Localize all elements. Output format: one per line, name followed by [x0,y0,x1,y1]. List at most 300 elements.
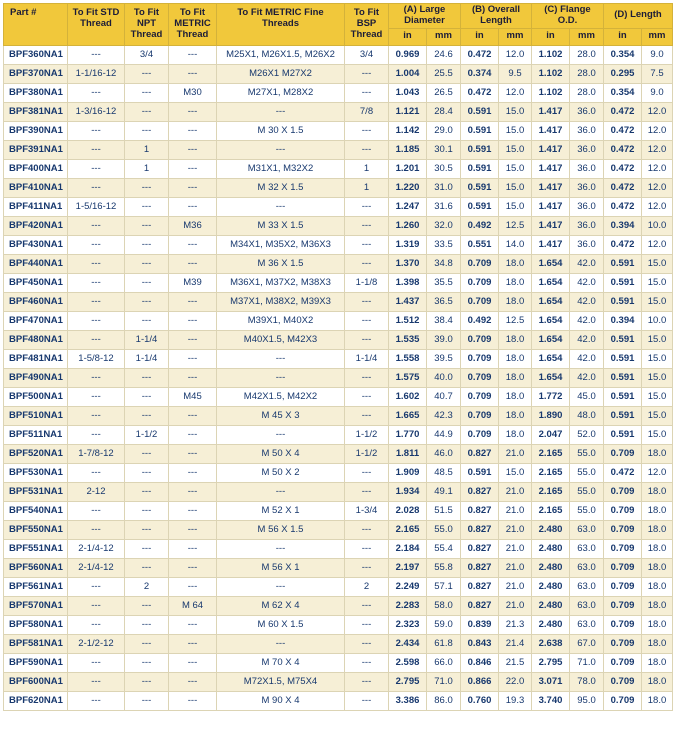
large-diameter-in: 2.197 [389,558,427,577]
overall-length-in: 0.709 [461,292,499,311]
bsp-thread: --- [345,292,389,311]
length-mm: 18.0 [642,672,673,691]
table-row [4,140,673,159]
overall-length-in: 0.827 [461,577,499,596]
flange-od-mm: 42.0 [570,292,604,311]
metric-fine-threads: --- [217,368,345,387]
length-mm: 15.0 [642,406,673,425]
length-mm: 15.0 [642,387,673,406]
overall-length-in: 0.709 [461,254,499,273]
bsp-thread: --- [345,197,389,216]
unit-in: in [604,28,642,45]
flange-od-mm: 71.0 [570,653,604,672]
large-diameter-mm: 25.5 [427,64,461,83]
overall-length-mm: 21.0 [499,482,532,501]
npt-thread: --- [125,178,169,197]
length-in: 0.472 [604,140,642,159]
length-mm: 10.0 [642,216,673,235]
bsp-thread: 1-1/4 [345,349,389,368]
npt-thread: --- [125,596,169,615]
large-diameter-in: 2.283 [389,596,427,615]
bsp-thread: --- [345,653,389,672]
header-length: (D) Length [604,4,673,29]
overall-length-in: 0.709 [461,273,499,292]
bsp-thread: --- [345,482,389,501]
std-thread: 1-5/16-12 [68,197,125,216]
overall-length-mm: 18.0 [499,368,532,387]
length-in: 0.394 [604,311,642,330]
length-in: 0.591 [604,349,642,368]
table-row [4,596,673,615]
large-diameter-in: 1.437 [389,292,427,311]
large-diameter-mm: 71.0 [427,672,461,691]
large-diameter-in: 1.004 [389,64,427,83]
bsp-thread: --- [345,463,389,482]
metric-thread: --- [169,406,217,425]
unit-mm: mm [427,28,461,45]
length-in: 0.472 [604,235,642,254]
table-row [4,311,673,330]
table-row [4,577,673,596]
flange-od-mm: 45.0 [570,387,604,406]
bsp-thread: --- [345,64,389,83]
unit-in: in [461,28,499,45]
metric-thread: --- [169,577,217,596]
metric-fine-threads: M40X1.5, M42X3 [217,330,345,349]
metric-fine-threads: M 90 X 4 [217,691,345,710]
length-mm: 15.0 [642,273,673,292]
length-mm: 12.0 [642,463,673,482]
metric-thread: --- [169,178,217,197]
metric-thread: --- [169,235,217,254]
length-mm: 15.0 [642,292,673,311]
overall-length-in: 0.472 [461,83,499,102]
length-mm: 9.0 [642,45,673,64]
large-diameter-in: 2.184 [389,539,427,558]
bsp-thread: 3/4 [345,45,389,64]
std-thread: --- [68,501,125,520]
table-row [4,482,673,501]
flange-od-in: 1.102 [532,83,570,102]
metric-fine-threads: M 50 X 4 [217,444,345,463]
length-in: 0.591 [604,273,642,292]
bsp-thread: --- [345,368,389,387]
npt-thread: --- [125,501,169,520]
overall-length-in: 0.827 [461,444,499,463]
overall-length-in: 0.591 [461,463,499,482]
overall-length-in: 0.709 [461,330,499,349]
std-thread: --- [68,368,125,387]
metric-thread: --- [169,64,217,83]
overall-length-mm: 15.0 [499,121,532,140]
table-row [4,539,673,558]
length-in: 0.354 [604,83,642,102]
flange-od-mm: 52.0 [570,425,604,444]
large-diameter-mm: 28.4 [427,102,461,121]
large-diameter-mm: 26.5 [427,83,461,102]
flange-od-in: 1.417 [532,159,570,178]
metric-fine-threads: --- [217,140,345,159]
unit-mm: mm [499,28,532,45]
bsp-thread: 7/8 [345,102,389,121]
large-diameter-in: 3.386 [389,691,427,710]
overall-length-in: 0.591 [461,140,499,159]
npt-thread: --- [125,83,169,102]
large-diameter-mm: 61.8 [427,634,461,653]
length-mm: 18.0 [642,615,673,634]
flange-od-in: 1.890 [532,406,570,425]
overall-length-mm: 12.5 [499,216,532,235]
npt-thread: --- [125,273,169,292]
large-diameter-mm: 39.0 [427,330,461,349]
flange-od-mm: 63.0 [570,596,604,615]
length-mm: 18.0 [642,558,673,577]
part-number: BPF550NA1 [4,520,68,539]
std-thread: 1-7/8-12 [68,444,125,463]
large-diameter-mm: 34.8 [427,254,461,273]
large-diameter-mm: 55.4 [427,539,461,558]
flange-od-mm: 36.0 [570,121,604,140]
length-mm: 9.0 [642,83,673,102]
npt-thread: --- [125,615,169,634]
std-thread: --- [68,254,125,273]
length-mm: 18.0 [642,539,673,558]
npt-thread: --- [125,653,169,672]
length-mm: 18.0 [642,444,673,463]
length-mm: 12.0 [642,235,673,254]
std-thread: --- [68,140,125,159]
large-diameter-in: 1.260 [389,216,427,235]
length-in: 0.709 [604,558,642,577]
large-diameter-in: 1.770 [389,425,427,444]
part-number: BPF420NA1 [4,216,68,235]
flange-od-in: 2.165 [532,501,570,520]
length-in: 0.354 [604,45,642,64]
metric-fine-threads: M 56 X 1 [217,558,345,577]
overall-length-in: 0.551 [461,235,499,254]
table-row [4,83,673,102]
metric-thread: --- [169,520,217,539]
overall-length-in: 0.591 [461,121,499,140]
part-number: BPF490NA1 [4,368,68,387]
large-diameter-in: 1.602 [389,387,427,406]
table-header [4,4,673,46]
overall-length-mm: 12.0 [499,83,532,102]
length-mm: 12.0 [642,140,673,159]
npt-thread: --- [125,558,169,577]
flange-od-in: 2.480 [532,520,570,539]
length-in: 0.591 [604,292,642,311]
part-number: BPF380NA1 [4,83,68,102]
part-number: BPF400NA1 [4,159,68,178]
flange-od-mm: 36.0 [570,159,604,178]
overall-length-in: 0.827 [461,501,499,520]
metric-fine-threads: M26X1 M27X2 [217,64,345,83]
std-thread: 2-1/4-12 [68,539,125,558]
large-diameter-mm: 38.4 [427,311,461,330]
table-row [4,330,673,349]
metric-thread: --- [169,140,217,159]
part-number: BPF481NA1 [4,349,68,368]
length-in: 0.709 [604,444,642,463]
length-in: 0.709 [604,634,642,653]
metric-fine-threads: M25X1, M26X1.5, M26X2 [217,45,345,64]
flange-od-mm: 42.0 [570,368,604,387]
overall-length-in: 0.709 [461,387,499,406]
length-in: 0.472 [604,121,642,140]
std-thread: 1-3/16-12 [68,102,125,121]
metric-fine-threads: M 33 X 1.5 [217,216,345,235]
bsp-thread: --- [345,140,389,159]
part-number: BPF570NA1 [4,596,68,615]
large-diameter-mm: 51.5 [427,501,461,520]
header-std-thread: To Fit STD Thread [68,4,125,46]
large-diameter-in: 1.201 [389,159,427,178]
flange-od-mm: 55.0 [570,482,604,501]
flange-od-in: 2.480 [532,539,570,558]
overall-length-in: 0.591 [461,197,499,216]
metric-thread: --- [169,444,217,463]
metric-thread: --- [169,368,217,387]
part-number: BPF381NA1 [4,102,68,121]
flange-od-in: 2.480 [532,558,570,577]
table-row [4,254,673,273]
metric-fine-threads: M 50 X 2 [217,463,345,482]
length-in: 0.591 [604,387,642,406]
length-in: 0.709 [604,691,642,710]
flange-od-in: 3.740 [532,691,570,710]
overall-length-mm: 18.0 [499,387,532,406]
length-mm: 12.0 [642,121,673,140]
npt-thread: --- [125,463,169,482]
large-diameter-mm: 59.0 [427,615,461,634]
large-diameter-in: 1.142 [389,121,427,140]
flange-od-in: 1.654 [532,368,570,387]
metric-thread: --- [169,482,217,501]
part-number: BPF531NA1 [4,482,68,501]
npt-thread: 2 [125,577,169,596]
metric-thread: --- [169,311,217,330]
large-diameter-mm: 49.1 [427,482,461,501]
metric-thread: --- [169,653,217,672]
table-row [4,444,673,463]
metric-thread: M 64 [169,596,217,615]
unit-in: in [389,28,427,45]
header-npt-thread: To Fit NPT Thread [125,4,169,46]
flange-od-mm: 28.0 [570,45,604,64]
length-in: 0.295 [604,64,642,83]
npt-thread: 1-1/4 [125,349,169,368]
part-number: BPF561NA1 [4,577,68,596]
overall-length-mm: 12.0 [499,45,532,64]
metric-thread: --- [169,691,217,710]
length-in: 0.591 [604,254,642,273]
large-diameter-in: 2.434 [389,634,427,653]
overall-length-mm: 18.0 [499,273,532,292]
large-diameter-in: 1.247 [389,197,427,216]
bsp-thread: --- [345,235,389,254]
npt-thread: --- [125,368,169,387]
header-bsp-thread: To Fit BSP Thread [345,4,389,46]
metric-thread: --- [169,45,217,64]
table-row [4,520,673,539]
flange-od-mm: 36.0 [570,140,604,159]
length-in: 0.709 [604,672,642,691]
flange-od-in: 1.654 [532,311,570,330]
length-mm: 15.0 [642,254,673,273]
std-thread: --- [68,691,125,710]
npt-thread: 1 [125,159,169,178]
large-diameter-in: 1.909 [389,463,427,482]
large-diameter-in: 1.319 [389,235,427,254]
flange-od-mm: 36.0 [570,102,604,121]
part-number: BPF390NA1 [4,121,68,140]
part-number: BPF520NA1 [4,444,68,463]
metric-fine-threads: M37X1, M38X2, M39X3 [217,292,345,311]
header-row-main [4,4,673,29]
length-mm: 18.0 [642,691,673,710]
std-thread: --- [68,577,125,596]
npt-thread: --- [125,482,169,501]
table-row [4,634,673,653]
length-mm: 18.0 [642,520,673,539]
flange-od-in: 1.417 [532,140,570,159]
large-diameter-in: 1.934 [389,482,427,501]
large-diameter-in: 0.969 [389,45,427,64]
flange-od-mm: 36.0 [570,216,604,235]
part-number: BPF560NA1 [4,558,68,577]
length-in: 0.472 [604,197,642,216]
bsp-thread: --- [345,539,389,558]
large-diameter-in: 1.220 [389,178,427,197]
metric-fine-threads: M 70 X 4 [217,653,345,672]
flange-od-mm: 55.0 [570,444,604,463]
flange-od-in: 1.654 [532,330,570,349]
large-diameter-in: 2.165 [389,520,427,539]
length-in: 0.472 [604,178,642,197]
metric-fine-threads: --- [217,349,345,368]
large-diameter-in: 2.323 [389,615,427,634]
flange-od-mm: 28.0 [570,83,604,102]
length-in: 0.709 [604,596,642,615]
npt-thread: --- [125,444,169,463]
part-number: BPF581NA1 [4,634,68,653]
overall-length-mm: 21.0 [499,520,532,539]
part-number: BPF540NA1 [4,501,68,520]
large-diameter-mm: 40.7 [427,387,461,406]
metric-fine-threads: M31X1, M32X2 [217,159,345,178]
metric-fine-threads: --- [217,425,345,444]
length-mm: 12.0 [642,159,673,178]
length-mm: 15.0 [642,425,673,444]
flange-od-mm: 42.0 [570,254,604,273]
large-diameter-mm: 57.1 [427,577,461,596]
npt-thread: 1 [125,140,169,159]
overall-length-mm: 15.0 [499,178,532,197]
metric-thread: --- [169,539,217,558]
part-number: BPF600NA1 [4,672,68,691]
overall-length-mm: 18.0 [499,330,532,349]
flange-od-in: 3.071 [532,672,570,691]
part-number: BPF460NA1 [4,292,68,311]
overall-length-in: 0.827 [461,558,499,577]
flange-od-mm: 42.0 [570,330,604,349]
overall-length-in: 0.827 [461,596,499,615]
std-thread: 1-5/8-12 [68,349,125,368]
overall-length-mm: 19.3 [499,691,532,710]
overall-length-in: 0.839 [461,615,499,634]
length-in: 0.472 [604,159,642,178]
length-in: 0.591 [604,425,642,444]
large-diameter-mm: 24.6 [427,45,461,64]
overall-length-in: 0.709 [461,425,499,444]
std-thread: --- [68,387,125,406]
metric-fine-threads: M36X1, M37X2, M38X3 [217,273,345,292]
overall-length-mm: 21.5 [499,653,532,672]
flange-od-in: 2.165 [532,482,570,501]
length-in: 0.709 [604,653,642,672]
length-mm: 12.0 [642,178,673,197]
table-row [4,425,673,444]
bsp-thread: --- [345,387,389,406]
header-large-diameter: (A) Large Diameter [389,4,461,29]
table-row [4,558,673,577]
std-thread: 2-12 [68,482,125,501]
bsp-thread: --- [345,311,389,330]
metric-fine-threads: --- [217,102,345,121]
length-in: 0.472 [604,463,642,482]
metric-fine-threads: M 62 X 4 [217,596,345,615]
flange-od-mm: 55.0 [570,501,604,520]
length-in: 0.709 [604,501,642,520]
npt-thread: --- [125,634,169,653]
flange-od-in: 2.638 [532,634,570,653]
npt-thread: 3/4 [125,45,169,64]
metric-thread: --- [169,197,217,216]
large-diameter-mm: 39.5 [427,349,461,368]
flange-od-mm: 42.0 [570,273,604,292]
bsp-thread: --- [345,330,389,349]
metric-fine-threads: M 32 X 1.5 [217,178,345,197]
metric-fine-threads: --- [217,197,345,216]
bsp-thread: --- [345,520,389,539]
length-in: 0.709 [604,615,642,634]
overall-length-in: 0.709 [461,349,499,368]
metric-thread: --- [169,634,217,653]
npt-thread: --- [125,520,169,539]
large-diameter-mm: 31.0 [427,178,461,197]
large-diameter-in: 1.535 [389,330,427,349]
overall-length-mm: 21.4 [499,634,532,653]
metric-thread: M39 [169,273,217,292]
overall-length-mm: 18.0 [499,406,532,425]
overall-length-mm: 18.0 [499,349,532,368]
overall-length-in: 0.827 [461,482,499,501]
std-thread: --- [68,425,125,444]
length-in: 0.709 [604,539,642,558]
flange-od-in: 1.654 [532,273,570,292]
npt-thread: --- [125,672,169,691]
part-number: BPF440NA1 [4,254,68,273]
length-mm: 18.0 [642,634,673,653]
length-mm: 18.0 [642,596,673,615]
overall-length-mm: 15.0 [499,159,532,178]
metric-fine-threads: --- [217,482,345,501]
unit-in: in [532,28,570,45]
large-diameter-mm: 40.0 [427,368,461,387]
overall-length-mm: 15.0 [499,102,532,121]
table-row [4,64,673,83]
